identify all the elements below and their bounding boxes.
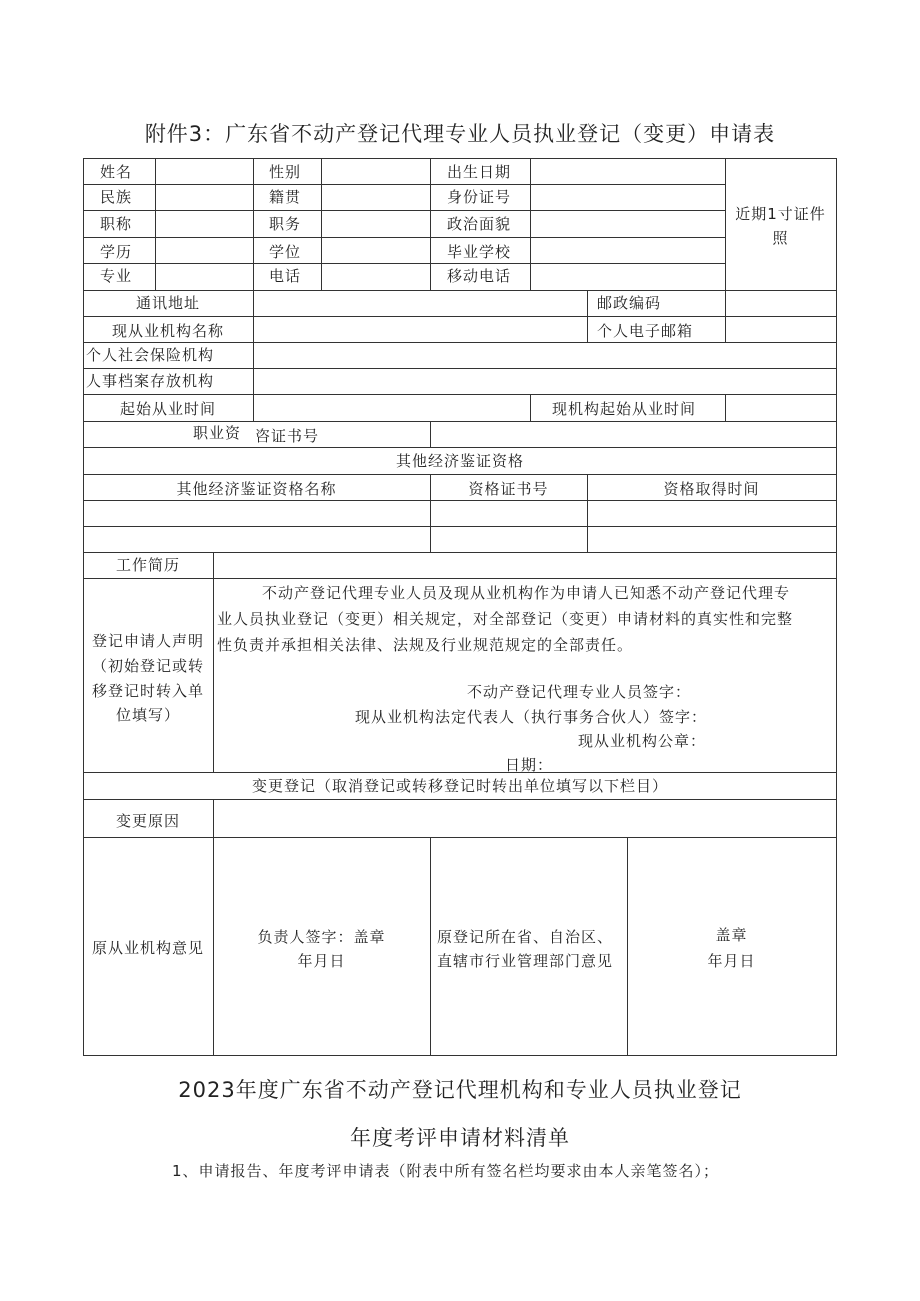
- label-professional-title: 职称: [100, 215, 133, 233]
- label-school: 毕业学校: [447, 243, 512, 261]
- sign-legal-rep: 现从业机构法定代表人（执行事务合伙人）签字：: [355, 708, 708, 726]
- photo-label-line1: 近期1寸证件: [735, 205, 826, 223]
- col-cert-time: 资格取得时间: [663, 480, 760, 498]
- label-position: 职务: [269, 215, 302, 233]
- col-cert-number: 资格证书号: [468, 480, 549, 498]
- label-mobile: 移动电话: [447, 267, 512, 285]
- label-phone: 电话: [269, 267, 302, 285]
- label-degree: 学位: [269, 243, 302, 261]
- label-cert-prefix: 职业资: [193, 424, 242, 442]
- label-social-insurance: 个人社会保险机构: [86, 346, 215, 364]
- org-seal: 现从业机构公章：: [578, 732, 707, 750]
- date-ymd-1: 年月日: [297, 952, 346, 970]
- label-email: 个人电子邮箱: [597, 322, 694, 340]
- date-ymd-2: 年月日: [707, 952, 756, 970]
- dept-opinion-line2: 直辖市行业管理部门意见: [437, 952, 614, 970]
- other-cert-header: 其他经济鉴证资格: [395, 452, 524, 470]
- col-cert-name: 其他经济鉴证资格名称: [176, 480, 337, 498]
- label-native-place: 籍贯: [269, 188, 302, 206]
- footer-heading-line1: 2023年度广东省不动产登记代理机构和专业人员执业登记: [178, 1078, 742, 1102]
- declaration-label-line1: 登记申请人声明: [91, 632, 204, 650]
- label-birth-date: 出生日期: [447, 163, 512, 181]
- declaration-label-line4: 位填写）: [115, 706, 180, 724]
- dept-opinion-line1: 原登记所在省、自治区、: [437, 928, 614, 946]
- sign-seal-1: 负责人签字：盖章: [257, 928, 386, 946]
- label-major: 专业: [100, 267, 133, 285]
- label-ethnicity: 民族: [100, 188, 133, 206]
- label-postcode: 邮政编码: [597, 294, 662, 312]
- label-archive-agency: 人事档案存放机构: [86, 372, 215, 390]
- label-id-number: 身份证号: [447, 188, 512, 206]
- label-address: 通讯地址: [135, 294, 200, 312]
- label-political-status: 政治面貌: [447, 215, 512, 233]
- footer-item-1: 1、申请报告、年度考评申请表（附表中所有签名栏均要求由本人亲笔签名）；: [172, 1162, 720, 1180]
- footer-heading-line2: 年度考评申请材料清单: [350, 1126, 570, 1150]
- declaration-text-line2: 业人员执业登记（变更）相关规定，对全部登记（变更）申请材料的真实性和完整: [217, 610, 794, 628]
- declaration-text-line1: 不动产登记代理专业人员及现从业机构作为申请人已知悉不动产登记代理专: [262, 584, 791, 602]
- label-cert-number: 咨证书号: [255, 427, 320, 445]
- declaration-date: 日期：: [505, 756, 554, 774]
- label-name: 姓名: [100, 163, 133, 181]
- label-gender: 性别: [269, 163, 302, 181]
- change-header: 变更登记（取消登记或转移登记时转出单位填写以下栏目）: [251, 777, 668, 795]
- declaration-label-line3: 移登记时转入单: [91, 682, 204, 700]
- photo-label-line2: 照: [772, 229, 789, 247]
- declaration-text-line3: 性负责并承担相关法律、法规及行业规范规定的全部责任。: [217, 636, 634, 654]
- label-start-time: 起始从业时间: [119, 400, 216, 418]
- label-original-org-opinion: 原从业机构意见: [91, 939, 204, 957]
- label-education: 学历: [100, 243, 133, 261]
- label-org-start-time: 现机构起始从业时间: [552, 400, 697, 418]
- label-work-history: 工作简历: [115, 556, 180, 574]
- label-change-reason: 变更原因: [115, 812, 180, 830]
- form-title: 附件3：广东省不动产登记代理专业人员执业登记（变更）申请表: [144, 122, 776, 146]
- seal-2: 盖章: [715, 926, 748, 944]
- sign-agent: 不动产登记代理专业人员签字：: [467, 683, 692, 701]
- label-org-name: 现从业机构名称: [111, 322, 224, 340]
- declaration-label-line2: （初始登记或转: [91, 657, 204, 675]
